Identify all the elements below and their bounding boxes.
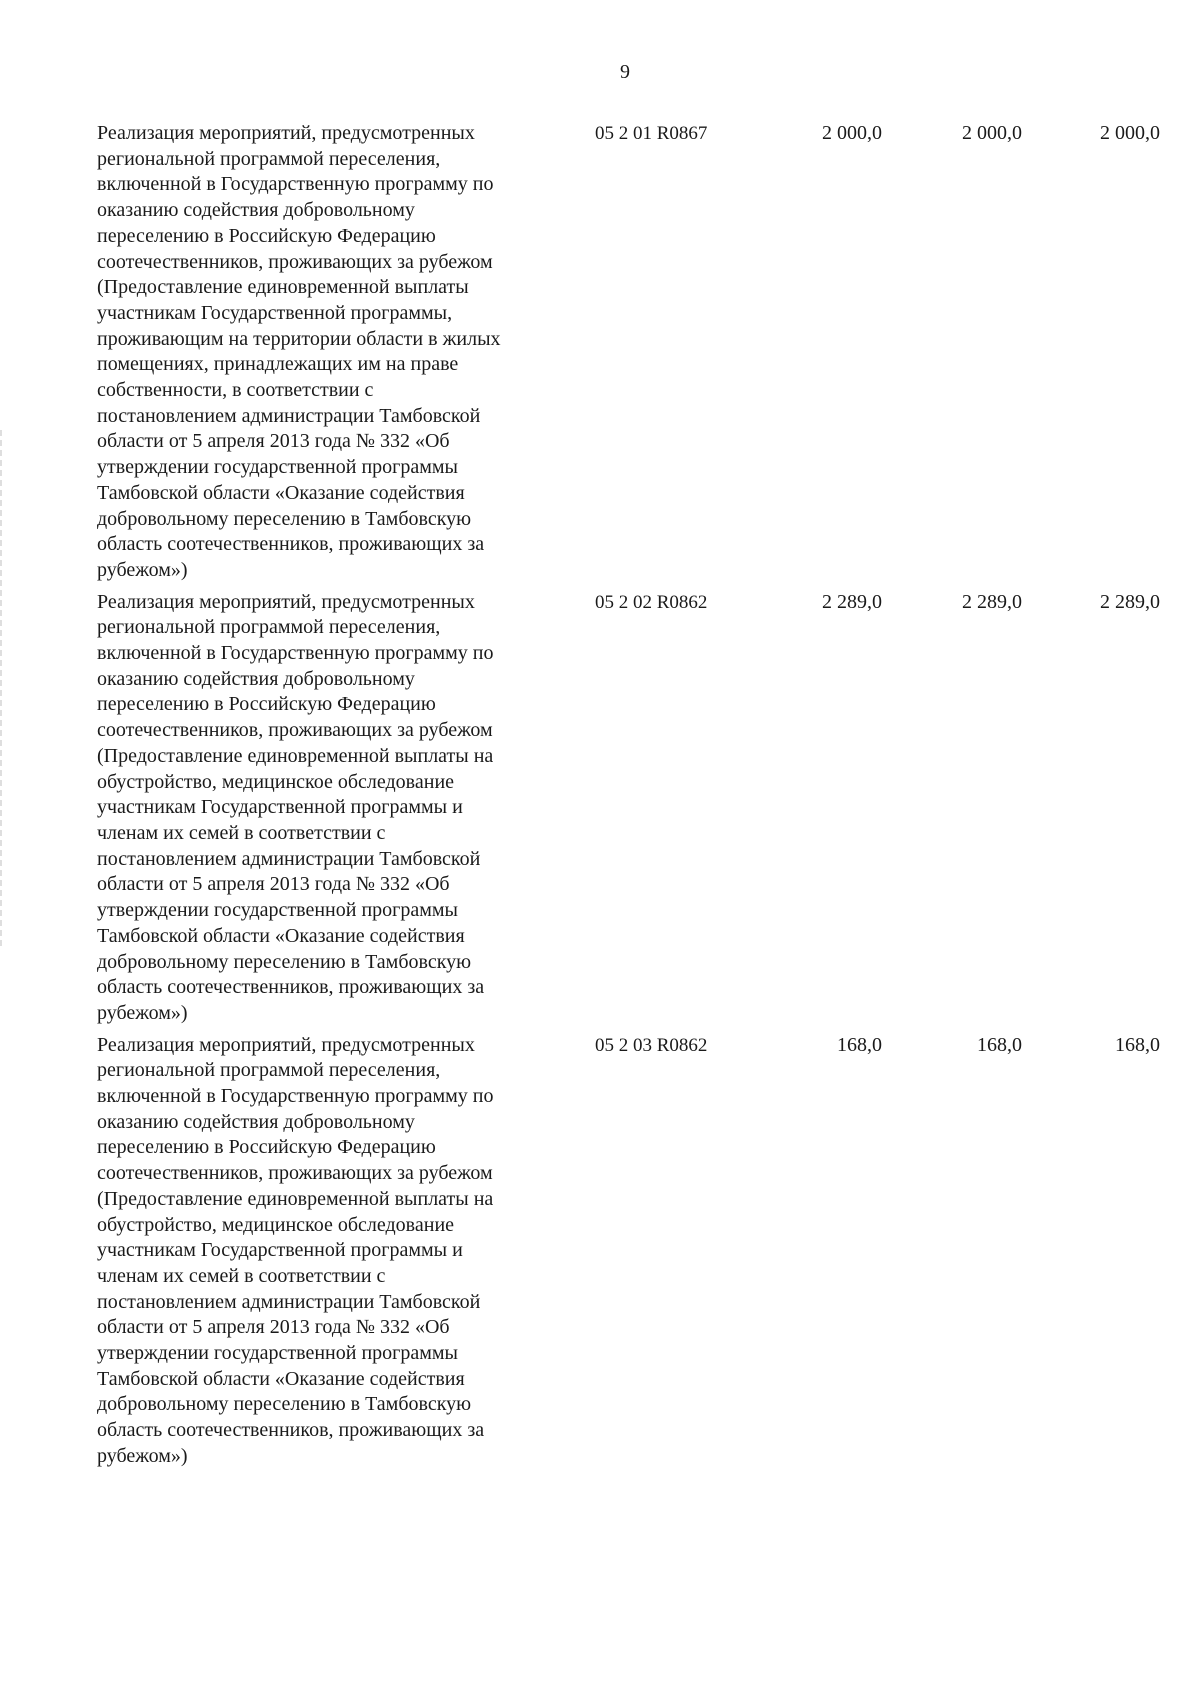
row-description: Реализация мероприятий, предусмотренных региональной программой переселения, включенной в Государственную программу по оказанию содействия добровольному переселению в Российскую Федерацию соотечественников, проживающих за рубежом (Предоставление единовременной выплаты участникам Государственной программы, проживающим на территории области в жилых помещениях, принадлежащих им на праве собственности, в соответствии с постановлением администрации Тамбовской области от 5 апреля 2013 года № 332 «Об утверждении государственной программы Тамбовской области «Оказание содействия добровольному переселению в Тамбовскую область соотечественников, проживающих за рубежом») <box>97 122 501 581</box>
row-description: Реализация мероприятий, предусмотренных региональной программой переселения, включенной в Государственную программу по оказанию содействия добровольному переселению в Российскую Федерацию соотечественников, проживающих за рубежом (Предоставление единовременной выплаты на обустройство, медицинское обследование участникам Государственной программы и членам их семей в соответствии с постановлением администрации Тамбовской области от 5 апреля 2013 года № 332 «Об утверждении государственной программы Тамбовской области «Оказание содействия добровольному переселению в Тамбовскую область соотечественников, проживающих за рубежом») <box>97 1033 494 1467</box>
row-value-3: 168,0 <box>1115 1033 1160 1056</box>
row-code: 05 2 01 R0867 <box>595 123 708 144</box>
row-value-2: 168,0 <box>977 1033 1022 1056</box>
row-value-1: 168,0 <box>837 1033 882 1056</box>
table-row <box>97 121 1167 584</box>
row-value-2: 2 289,0 <box>962 590 1022 613</box>
row-code: 05 2 02 R0862 <box>595 591 708 613</box>
row-code: 05 2 03 R0862 <box>595 1034 708 1056</box>
page-number: 9 <box>620 61 630 83</box>
row-description: Реализация мероприятий, предусмотренных региональной программой переселения, включенной в Государственную программу по оказанию содействия добровольному переселению в Российскую Федерацию соотечественников, проживающих за рубежом (Предоставление единовременной выплаты на обустройство, медицинское обследование участникам Государственной программы и членам их семей в соответствии с постановлением администрации Тамбовской области от 5 апреля 2013 года № 332 «Об утверждении государственной программы Тамбовской области «Оказание содействия добровольному переселению в Тамбовскую область соотечественников, проживающих за рубежом») <box>97 590 494 1024</box>
row-value-2: 2 000,0 <box>962 122 1022 144</box>
row-value-3: 2 000,0 <box>1100 122 1160 144</box>
row-value-3: 2 289,0 <box>1100 590 1160 613</box>
budget-table <box>97 121 1167 1470</box>
row-value-1: 2 000,0 <box>822 122 882 144</box>
row-value-1: 2 289,0 <box>822 590 882 613</box>
table-row <box>97 590 1167 1027</box>
table-row <box>97 1033 1167 1470</box>
scan-edge-artifact <box>0 430 2 950</box>
